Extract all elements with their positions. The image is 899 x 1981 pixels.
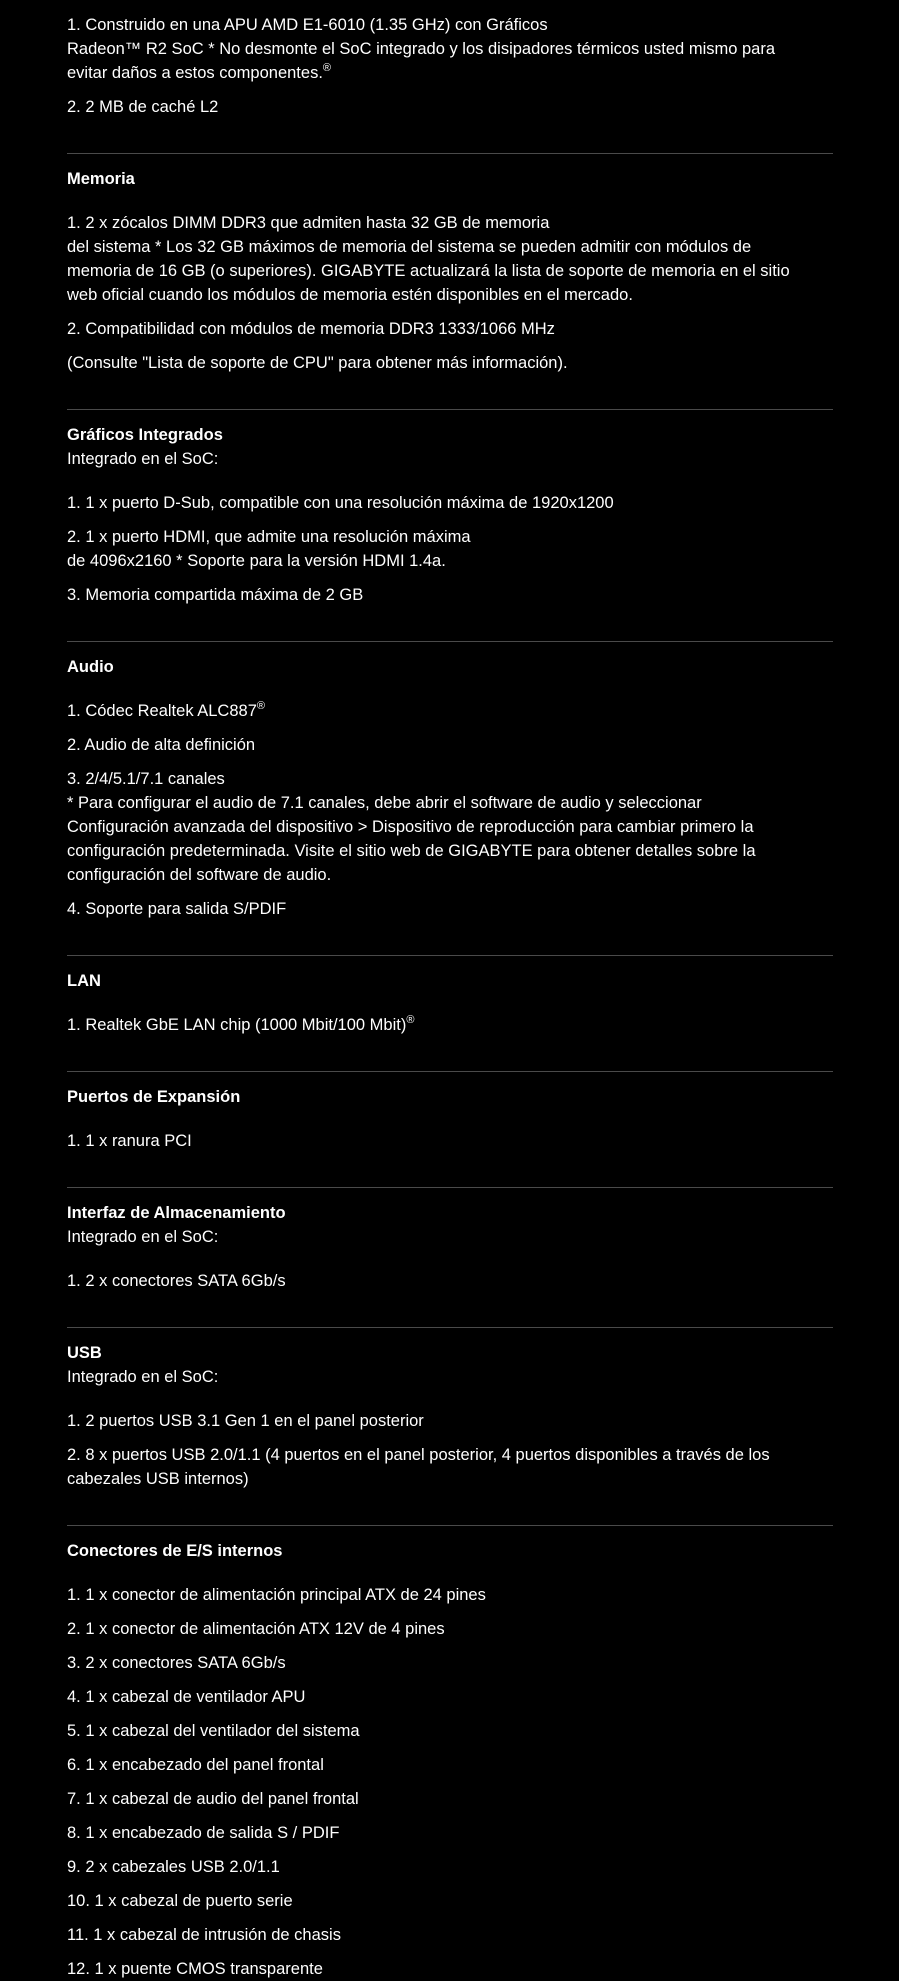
section-title: Audio (67, 658, 114, 676)
spec-item (67, 1685, 833, 1709)
section-graficos-integrados (67, 409, 833, 607)
spec-item (67, 211, 833, 307)
spec-item-line: 5. 1 x cabezal del ventilador del sistema (67, 1722, 360, 1740)
spec-item-line: 1. 2 puertos USB 3.1 Gen 1 en el panel posterior (67, 1412, 424, 1430)
spec-item-line: * Para configurar el audio de 7.1 canales, debe abrir el software de audio y seleccionar (67, 794, 702, 812)
spec-item (67, 1583, 833, 1607)
section-title: Puertos de Expansión (67, 1088, 241, 1106)
spec-item-line: memoria de 16 GB (o superiores). GIGABYTE actualizará la lista de soporte de memoria en el sitio (67, 262, 790, 280)
section-title: USB (67, 1344, 102, 1362)
spec-item (67, 1651, 833, 1675)
section-title: Conectores de E/S internos (67, 1542, 283, 1560)
spec-item (67, 1269, 833, 1293)
spec-item (67, 767, 833, 887)
section-items (67, 491, 833, 607)
spec-item (67, 351, 833, 375)
spec-item-line: (Consulte "Lista de soporte de CPU" para obtener más información). (67, 354, 568, 372)
spec-item (67, 525, 833, 573)
spec-item-line: 1. Códec Realtek ALC887 (67, 702, 257, 720)
section-usb (67, 1327, 833, 1491)
spec-item (67, 699, 833, 723)
section-puertos-de-expansion (67, 1071, 833, 1153)
spec-item-line: 1. 2 x zócalos DIMM DDR3 que admiten hasta 32 GB de memoria (67, 214, 550, 232)
section-items (67, 1013, 833, 1037)
spec-item (67, 1013, 833, 1037)
section-items (67, 1269, 833, 1293)
spec-item-line: 1. 1 x conector de alimentación principal ATX de 24 pines (67, 1586, 486, 1604)
section-title: Memoria (67, 170, 135, 188)
spec-item-line: 2. 8 x puertos USB 2.0/1.1 (4 puertos en el panel posterior, 4 puertos disponibles a través de los (67, 1446, 770, 1464)
spec-item (67, 317, 833, 341)
spec-item-line: configuración del software de audio. (67, 866, 332, 884)
spec-sections (67, 153, 833, 1981)
spec-item-line: 1. Realtek GbE LAN chip (1000 Mbit/100 Mbit) (67, 1016, 407, 1034)
spec-item (67, 1957, 833, 1981)
section-items (67, 1129, 833, 1153)
spec-item (67, 95, 833, 119)
spec-item-line: 1. Construido en una APU AMD E1-6010 (1.35 GHz) con Gráficos (67, 16, 548, 34)
section-intro: Integrado en el SoC: (67, 1368, 219, 1386)
section-audio (67, 641, 833, 921)
section-intro: Integrado en el SoC: (67, 450, 219, 468)
spec-item-line: de 4096x2160 * Soporte para la versión HDMI 1.4a. (67, 552, 446, 570)
spec-item (67, 1855, 833, 1879)
spec-item (67, 491, 833, 515)
spec-item-line: Radeon™ R2 SoC * No desmonte el SoC integrado y los disipadores térmicos usted mismo para (67, 40, 776, 58)
registered-mark: ® (406, 1013, 415, 1026)
spec-item (67, 1923, 833, 1947)
spec-item-line: 2. 1 x conector de alimentación ATX 12V de 4 pines (67, 1620, 445, 1638)
spec-item-line: evitar daños a estos componentes. (67, 64, 323, 82)
spec-item (67, 1409, 833, 1433)
section-intro: Integrado en el SoC: (67, 1228, 219, 1246)
section-title: LAN (67, 972, 101, 990)
section-items (67, 1409, 833, 1491)
spec-item-line: configuración predeterminada. Visite el sitio web de GIGABYTE para obtener detalles sobre la (67, 842, 756, 860)
spec-item-line: 3. 2/4/5.1/7.1 canales (67, 770, 225, 788)
spec-item-line: 6. 1 x encabezado del panel frontal (67, 1756, 324, 1774)
spec-item-line: 4. 1 x cabezal de ventilador APU (67, 1688, 306, 1706)
spec-item-line: 2. Audio de alta definición (67, 736, 256, 754)
spec-item-line: 8. 1 x encabezado de salida S / PDIF (67, 1824, 340, 1842)
cpu-spec-items (67, 13, 833, 119)
spec-item-line: 3. Memoria compartida máxima de 2 GB (67, 586, 364, 604)
registered-mark: ® (322, 61, 332, 74)
section-memoria (67, 153, 833, 375)
spec-item (67, 1889, 833, 1913)
spec-item-line: 2. 2 MB de caché L2 (67, 98, 219, 116)
spec-item-line: 4. Soporte para salida S/PDIF (67, 900, 287, 918)
spec-item (67, 1129, 833, 1153)
spec-item (67, 583, 833, 607)
spec-item-line: 1. 1 x ranura PCI (67, 1132, 192, 1150)
spec-item-line: 2. Compatibilidad con módulos de memoria DDR3 1333/1066 MHz (67, 320, 555, 338)
spec-item (67, 1787, 833, 1811)
spec-item-line: 2. 1 x puerto HDMI, que admite una resolución máxima (67, 528, 471, 546)
spec-document (67, 13, 833, 1981)
registered-mark: ® (256, 699, 265, 712)
spec-item-line: Configuración avanzada del dispositivo > Dispositivo de reproducción para cambiar primero la (67, 818, 754, 836)
section-conectores-de-e-s-internos (67, 1525, 833, 1981)
section-lan (67, 955, 833, 1037)
section-interfaz-de-almacenamiento (67, 1187, 833, 1293)
spec-item-line: 7. 1 x cabezal de audio del panel frontal (67, 1790, 359, 1808)
spec-item (67, 1821, 833, 1845)
section-items (67, 1583, 833, 1981)
spec-item-line: 11. 1 x cabezal de intrusión de chasis (67, 1926, 341, 1944)
spec-item-line: 10. 1 x cabezal de puerto serie (67, 1892, 293, 1910)
spec-item (67, 1443, 833, 1491)
spec-item (67, 13, 833, 85)
spec-item-line: 1. 1 x puerto D-Sub, compatible con una resolución máxima de 1920x1200 (67, 494, 614, 512)
spec-item-line: 9. 2 x cabezales USB 2.0/1.1 (67, 1858, 280, 1876)
spec-item (67, 1617, 833, 1641)
section-items (67, 211, 833, 375)
spec-item-line: web oficial cuando los módulos de memoria estén disponibles en el mercado. (67, 286, 633, 304)
section-title: Gráficos Integrados (67, 426, 223, 444)
spec-item-line: del sistema * Los 32 GB máximos de memoria del sistema se pueden admitir con módulos de (67, 238, 752, 256)
spec-item (67, 1719, 833, 1743)
spec-item-line: 1. 2 x conectores SATA 6Gb/s (67, 1272, 286, 1290)
section-title: Interfaz de Almacenamiento (67, 1204, 286, 1222)
section-items (67, 699, 833, 921)
spec-item-line: 3. 2 x conectores SATA 6Gb/s (67, 1654, 286, 1672)
spec-item (67, 733, 833, 757)
spec-item-line: cabezales USB internos) (67, 1470, 249, 1488)
spec-item (67, 897, 833, 921)
spec-item (67, 1753, 833, 1777)
spec-item-line: 12. 1 x puente CMOS transparente (67, 1960, 323, 1978)
